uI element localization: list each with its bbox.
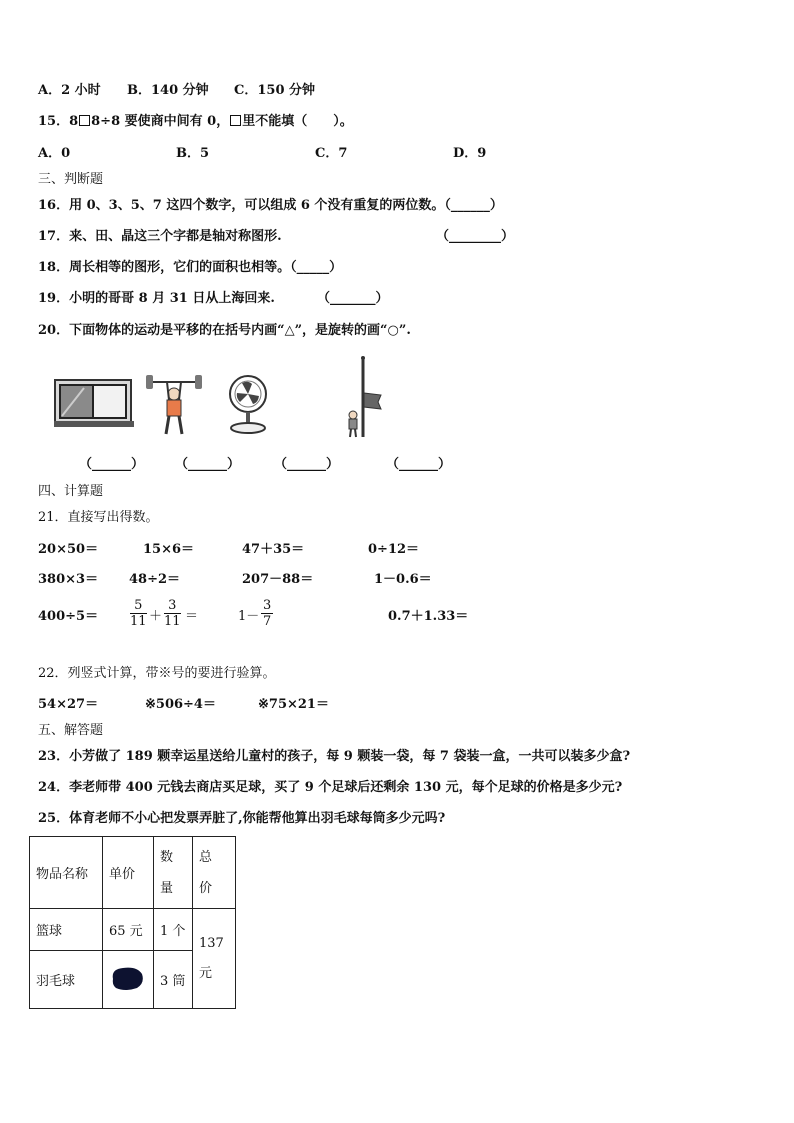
q21-r3-c4: 0.7＋1.33＝: [388, 609, 469, 624]
q19-answer-blank[interactable]: （_______）: [317, 291, 389, 306]
q14-option-b: B．140 分钟: [127, 83, 209, 98]
fraction-numerator: 3: [263, 598, 272, 613]
q21-r2-c4: 1－0.6＝: [374, 572, 432, 587]
total-unit: 元: [199, 965, 213, 981]
fraction-3-7: [261, 598, 273, 630]
header-total-1: 总: [199, 849, 213, 865]
q15-question: [38, 114, 353, 130]
flag-raising-icon: [344, 355, 384, 439]
q15-option-d: D．9: [453, 146, 487, 161]
q21-r1-c4: 0÷12＝: [368, 542, 420, 557]
section-5-heading: 五、解答题: [38, 723, 104, 738]
q20-answer-blank-3[interactable]: （______）: [274, 457, 340, 472]
total-amount: 137: [199, 935, 224, 951]
q22-item-2: ※506÷4＝: [145, 697, 216, 712]
fan-icon: [226, 374, 270, 436]
section-4-heading: 四、计算题: [38, 484, 104, 499]
fraction-numerator: 3: [164, 598, 181, 614]
header-quantity: [154, 837, 193, 909]
header-unit-price: 单价: [103, 837, 154, 909]
row-badminton-qty: 3 筒: [154, 951, 193, 1009]
square-box-icon: [79, 115, 90, 126]
cell-total: [193, 909, 236, 1009]
q21-r3-c3-prefix: 1－: [238, 609, 260, 624]
header-quantity-1: 数: [160, 849, 174, 865]
section-3-heading: 三、判断题: [38, 172, 104, 187]
fraction-denominator: 7: [263, 614, 272, 629]
table-row: [30, 909, 236, 951]
q14-option-c: C．150 分钟: [234, 83, 316, 98]
q20-answer-blank-1[interactable]: （______）: [79, 457, 145, 472]
q21-text: 21．直接写出得数。: [38, 510, 159, 525]
q20-answer-blank-2[interactable]: （______）: [175, 457, 241, 472]
q21-r1-c1: 20×50＝: [38, 542, 99, 557]
header-quantity-2: 量: [160, 880, 174, 896]
q24-text: 24．李老师带 400 元钱去商店买足球，买了 9 个足球后还剩余 130 元，每个足球的价格是多少元?: [38, 780, 623, 795]
q18-text: 18．周长相等的图形，它们的面积也相等。（_____）: [38, 260, 343, 275]
row-basketball-name: 篮球: [30, 909, 103, 951]
q17-text: 17．来、田、晶这三个字都是轴对称图形.: [38, 229, 282, 244]
q22-text: 22．列竖式计算，带※号的要进行验算。: [38, 666, 276, 681]
q21-r2-c2: 48÷2＝: [129, 572, 181, 587]
window-icon: [54, 378, 134, 430]
q17-answer-blank[interactable]: （________）: [436, 229, 515, 244]
q23-text: 23．小芳做了 189 颗幸运星送给儿童村的孩子，每 9 颗装一袋，每 7 袋装一盒，一共可以装多少盒?: [38, 749, 631, 764]
square-box-icon: [230, 115, 241, 126]
fraction-numerator: 5: [130, 598, 147, 614]
fraction-denominator: 11: [130, 614, 147, 629]
header-item-name: 物品名称: [30, 837, 103, 909]
fraction-3-11: [164, 598, 181, 630]
q21-r2-c1: 380×3＝: [38, 572, 99, 587]
q15-option-a: A．0: [38, 146, 71, 161]
invoice-table: [29, 836, 236, 1009]
q21-r3-c1: 400÷5＝: [38, 609, 99, 624]
q14-option-a: A．2 小时: [38, 83, 101, 98]
q19-text: 19．小明的哥哥 8 月 31 日从上海回来.: [38, 291, 275, 306]
fraction-5-11: [130, 598, 147, 630]
header-total: [193, 837, 236, 909]
q21-r1-c3: 47＋35＝: [242, 542, 305, 557]
fraction-denominator: 11: [164, 614, 181, 629]
row-basketball-price: 65 元: [103, 909, 154, 951]
q21-r1-c2: 15×6＝: [143, 542, 195, 557]
q22-item-1: 54×27＝: [38, 697, 99, 712]
q15-option-b: B．5: [176, 146, 210, 161]
q15-text-before: 15．8: [38, 114, 79, 129]
equals-sign: ＝: [185, 609, 199, 624]
row-badminton-name: 羽毛球: [30, 951, 103, 1009]
weightlifter-icon: [145, 372, 203, 438]
q20-text: 20．下面物体的运动是平移的在括号内画“△”，是旋转的画“○”.: [38, 323, 411, 338]
row-basketball-qty: 1 个: [154, 909, 193, 951]
q22-item-3: ※75×21＝: [258, 697, 329, 712]
q15-text-after: 8÷8 要使商中间有 0，: [91, 114, 230, 129]
q20-answer-blank-4[interactable]: （______）: [386, 457, 452, 472]
q25-text: 25．体育老师不小心把发票弄脏了,你能帮他算出羽毛球每筒多少元吗?: [38, 811, 446, 826]
ink-stain-icon: [109, 965, 145, 991]
q15-option-c: C．7: [315, 146, 348, 161]
q15-text-after2: 里不能填（ ）。: [242, 114, 353, 129]
q21-r2-c3: 207－88＝: [242, 572, 314, 587]
q16-text: 16．用 0、3、5、7 这四个数字，可以组成 6 个没有重复的两位数。（______）: [38, 198, 503, 213]
table-header-row: [30, 837, 236, 909]
header-total-2: 价: [199, 880, 213, 896]
row-badminton-price-stain: [103, 951, 154, 1009]
plus-sign: ＋: [149, 609, 163, 624]
